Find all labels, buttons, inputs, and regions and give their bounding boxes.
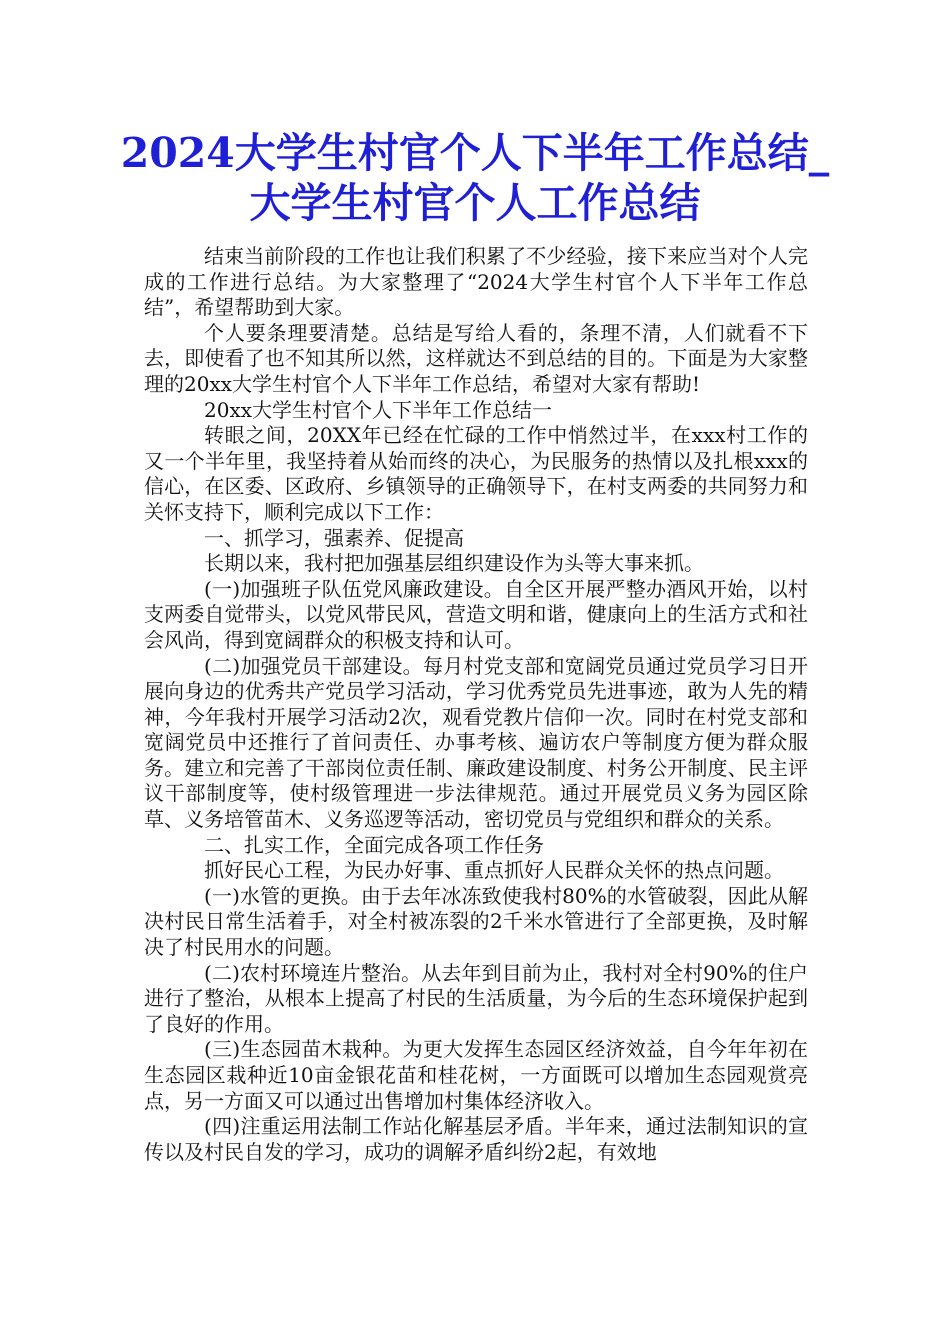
paragraph-heading-one: 一、抓学习，强素养、促提高 [204,525,464,550]
paragraph-people-project: 抓好民心工程，为民办好事、重点抓好人民群众关怀的热点问题。 [204,858,784,883]
paragraph-team-building: (一)加强班子队伍党风廉政建设。自全区开展严整办酒风开始，以村支两委自觉带头，以党风带民风，营造文明和谐，健康向上的生活方式和社会风尚，得到宽阔群众的积极支持和认可。 [144,576,808,652]
paragraph-section-title: 20xx大学生村官个人下半年工作总结一 [204,397,553,422]
paragraph-environment: (二)农村环境连片整治。从去年到目前为止，我村对全村90%的住户进行了整治，从根本上提高了村民的生活质量，为今后的生态环境保护起到了良好的作用。 [144,960,808,1036]
paragraph-legal-work: (四)注重运用法制工作站化解基层矛盾。半年来，通过法制知识的宣传以及村民自发的学习，成功的调解矛盾纠纷2起，有效地 [144,1114,808,1164]
paragraph-water-pipe: (一)水管的更换。由于去年冰冻致使我村80%的水管破裂，因此从解决村民日常生活着手，对全村被冻裂的2千米水管进行了全部更换，及时解决了村民用水的问题。 [144,883,808,960]
paragraph-organization: 长期以来，我村把加强基层组织建设作为头等大事来抓。 [204,551,704,576]
paragraph-ecological-park: (三)生态园苗木栽种。为更大发挥生态园区经济效益，自今年年初在生态园区栽种近10亩金银花苗和桂花树，一方面既可以增加生态园观赏亮点，另一方面又可以通过出售增加村集体经济收入。 [144,1037,808,1113]
paragraph-heading-two: 二、扎实工作，全面完成各项工作任务 [204,832,544,857]
paragraph-purpose: 个人要条理要清楚。总结是写给人看的，条理不清，人们就看不下去，即使看了也不知其所以然，这样就达不到总结的目的。下面是为大家整理的20xx大学生村官个人下半年工作总结，希望对大家有帮助! [144,320,808,396]
paragraph-intro: 结束当前阶段的工作也让我们积累了不少经验，接下来应当对个人完成的工作进行总结。为大家整理了“2024大学生村官个人下半年工作总结”，希望帮助到大家。 [144,244,808,320]
paragraph-party-members: (二)加强党员干部建设。每月村党支部和宽阔党员通过党员学习日开展向身边的优秀共产党员学习活动，学习优秀党员先进事迹，敢为人先的精神，今年我村开展学习活动2次，观看党教片信仰一次。同时在村党支部和宽阔党员中还推行了首问责任、办事考核、遍访农户等制度方便为群众服务。建立和完善了干部岗位责任制、廉政建设制度、村务公开制度、民主评议干部制度等，使村级管理进一步法律规范。通过开展党员义务为园区除草、义务培管苗木、义务巡逻等活动，密切党员与党组织和群众的关系。 [144,653,808,832]
document-body [144,244,808,1165]
paragraph-opening: 转眼之间，20XX年已经在忙碌的工作中悄然过半，在xxx村工作的又一个半年里，我坚持着从始而终的决心，为民服务的热情以及扎根xxx的信心，在区委、区政府、乡镇领导的正确领导下，在村支两委的共同努力和关怀支持下，顺利完成以下工作： [144,423,808,524]
document-title: 2024大学生村官个人下半年工作总结_大学生村官个人工作总结 [120,129,830,227]
